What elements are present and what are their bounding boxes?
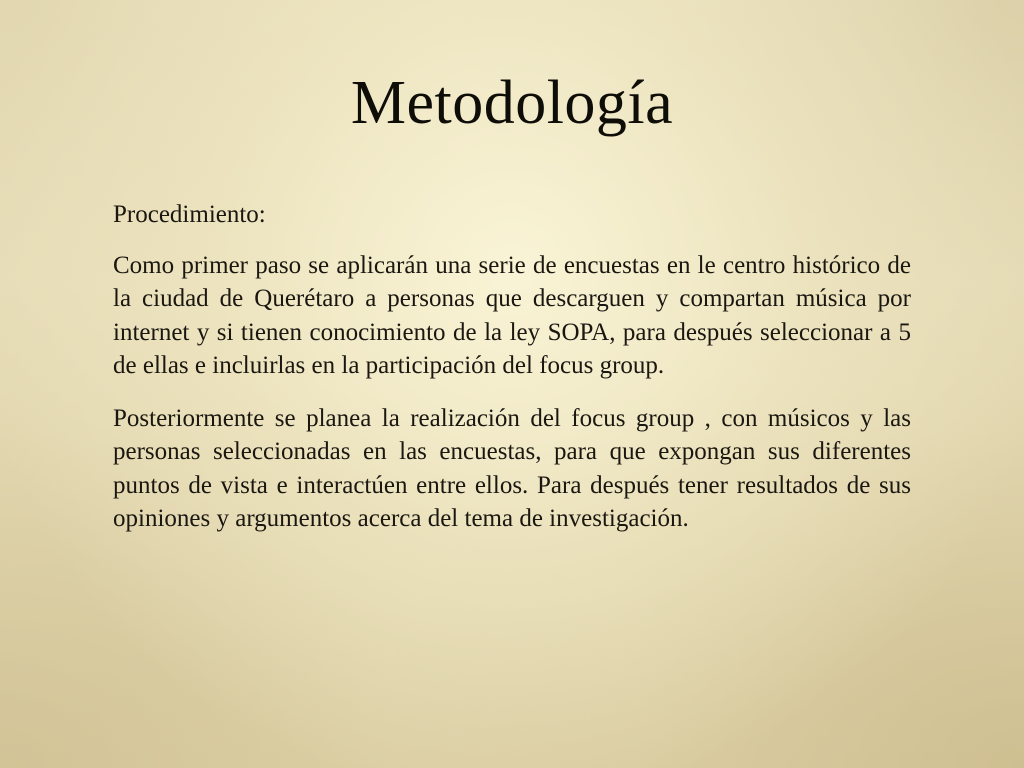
slide-body (113, 198, 911, 555)
slide-title: Metodología (350, 69, 674, 137)
paragraph-focus-group: Posteriormente se planea la realización del focus group , con músicos y las personas seleccionadas en las encuestas, para que expongan sus diferentes puntos de vista e interactúen entre ellos. Para después tener resultados de sus opiniones y argumentos acerca del tema de investigación. (113, 404, 911, 532)
paragraph-survey: Como primer paso se aplicarán una serie de encuestas en le centro histórico de la ciudad de Querétaro a personas que descarguen y compartan música por internet y si tienen conocimiento de la ley SOPA, para después seleccionar a 5 de ellas e incluirlas en la participación del focus group. (113, 251, 911, 379)
subheading: Procedimiento: (113, 201, 266, 228)
